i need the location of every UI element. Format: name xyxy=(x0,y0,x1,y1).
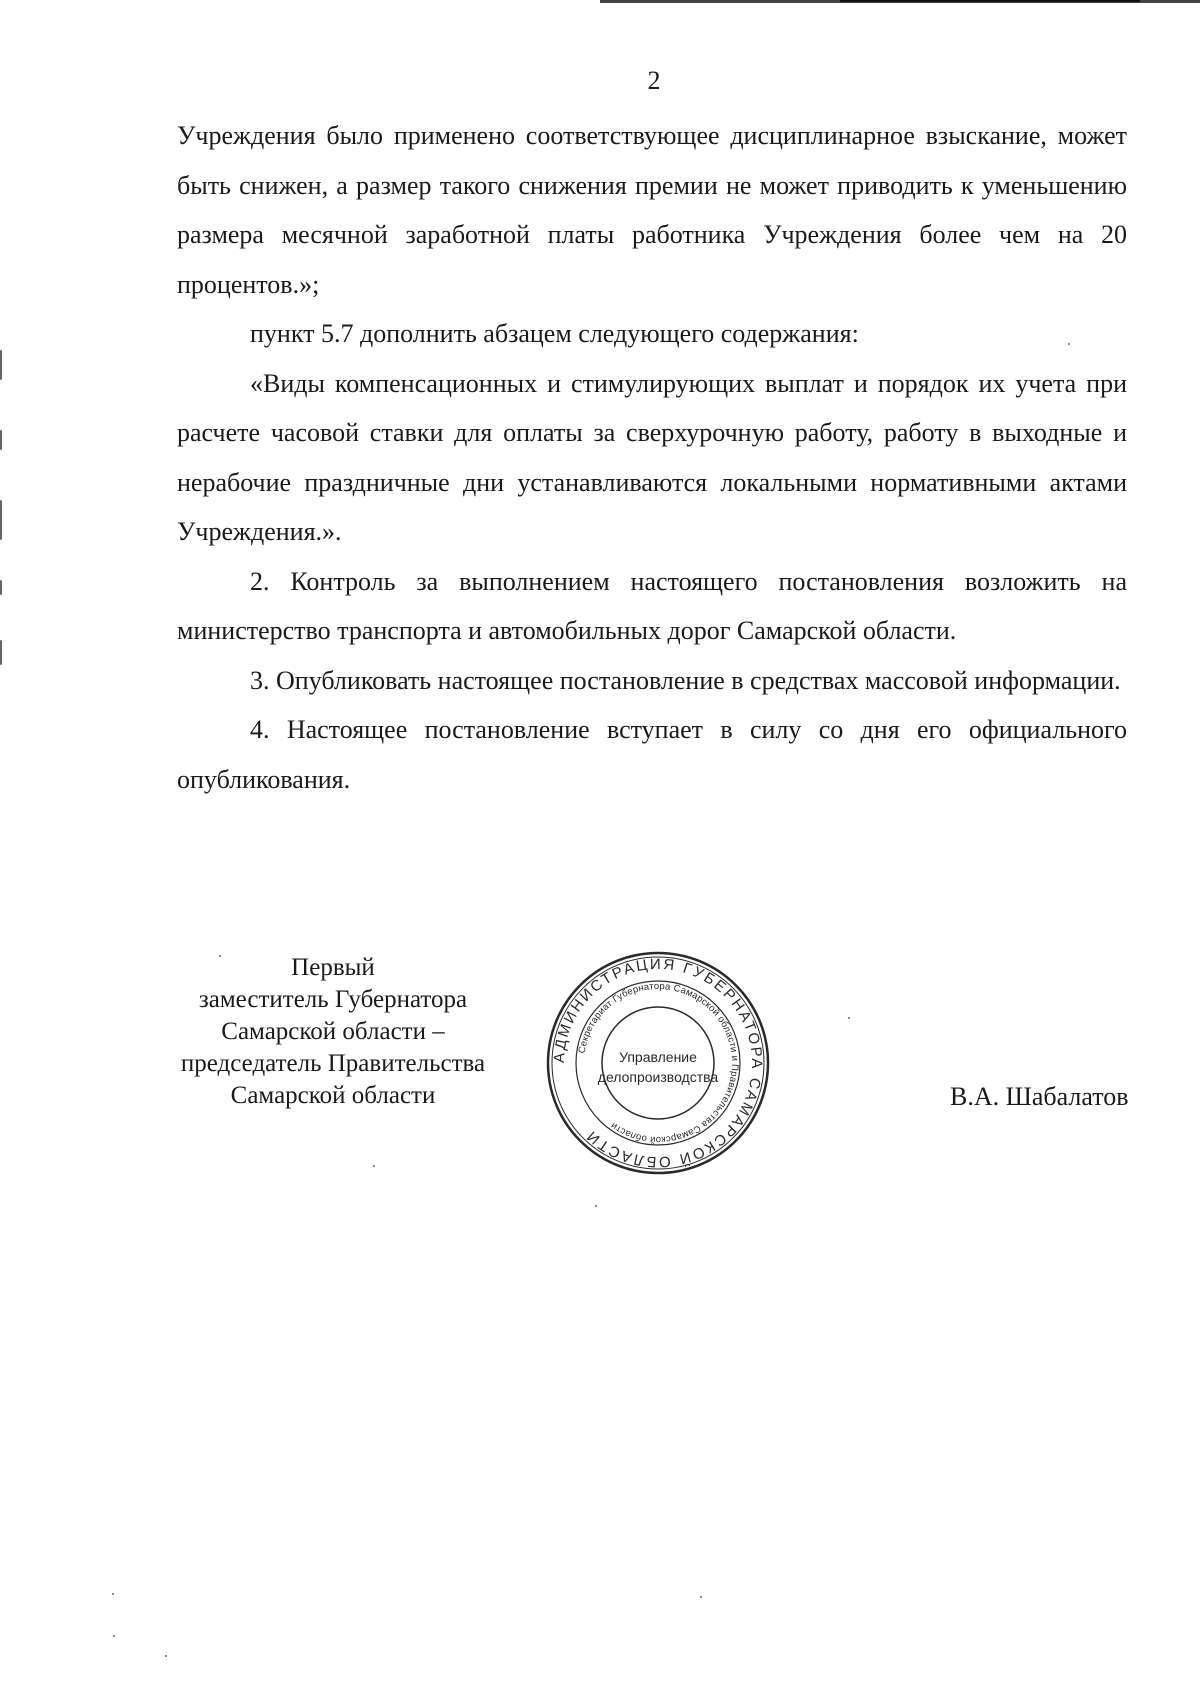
signatory-position-line: Первый xyxy=(291,954,375,981)
signatory-position-line: Самарской области – xyxy=(221,1018,445,1045)
signatory-name: В.А. Шабалатов xyxy=(950,1082,1129,1111)
scan-speck xyxy=(373,1165,375,1167)
scan-speck xyxy=(112,1593,114,1595)
scan-speck xyxy=(219,955,221,957)
signatory-position xyxy=(148,952,518,1112)
stamp-center-line-2: делопроизводства xyxy=(597,1069,719,1085)
signatory-position-line: председатель Правительства xyxy=(180,1050,486,1077)
scan-edge-marks xyxy=(0,350,3,690)
official-seal-stamp xyxy=(545,950,771,1176)
page-number: 2 xyxy=(647,66,661,95)
paragraph-amendment-intro: пункт 5.7 дополнить абзацем следующего содержания: xyxy=(250,319,859,348)
signatory-position-line: Самарской области xyxy=(230,1082,436,1109)
signatory-position-line: заместитель Губернатора xyxy=(198,986,468,1013)
paragraph-continuation: Учреждения было применено соответствующее дисциплинарное взыскание, может быть снижен, а размер такого снижения премии не может приводить к уменьшению размера месячной заработной платы работника Учреждения более чем на 20 процентов.»; xyxy=(177,121,1127,299)
top-border-line-dark xyxy=(840,0,1140,2)
paragraph-item-2: 2. Контроль за выполнением настоящего постановления возложить на министерство транспорта и автомобильных дорог Самарской области. xyxy=(177,566,1127,645)
stamp-inner-text: Секретариат Губернатора Самарской области и Правительства Самарской области xyxy=(576,980,741,1146)
scan-speck xyxy=(595,1205,597,1207)
scan-speck xyxy=(700,1596,702,1598)
scan-speck xyxy=(165,1655,167,1657)
scan-speck xyxy=(1068,343,1070,345)
scan-speck xyxy=(848,1017,850,1019)
scan-speck xyxy=(113,1635,115,1637)
paragraph-item-4: 4. Настоящее постановление вступает в силу со дня его официального опубликования. xyxy=(177,715,1127,794)
stamp-outer-text: АДМИНИСТРАЦИЯ ГУБЕРНАТОРА САМАРСКОЙ ОБЛАСТИ xyxy=(550,955,766,1171)
paragraph-amendment-text: «Виды компенсационных и стимулирующих выплат и порядок их учета при расчете часовой ставки для оплаты за сверхурочную работу, работу в выходные и нерабочие праздничные дни устанавливаются локальными нормативными актами Учреждения.». xyxy=(177,368,1127,546)
paragraph-item-3: 3. Опубликовать настоящее постановление в средствах массовой информации. xyxy=(250,665,1121,695)
document-body xyxy=(177,111,1127,804)
stamp-center-line-1: Управление xyxy=(619,1049,697,1065)
